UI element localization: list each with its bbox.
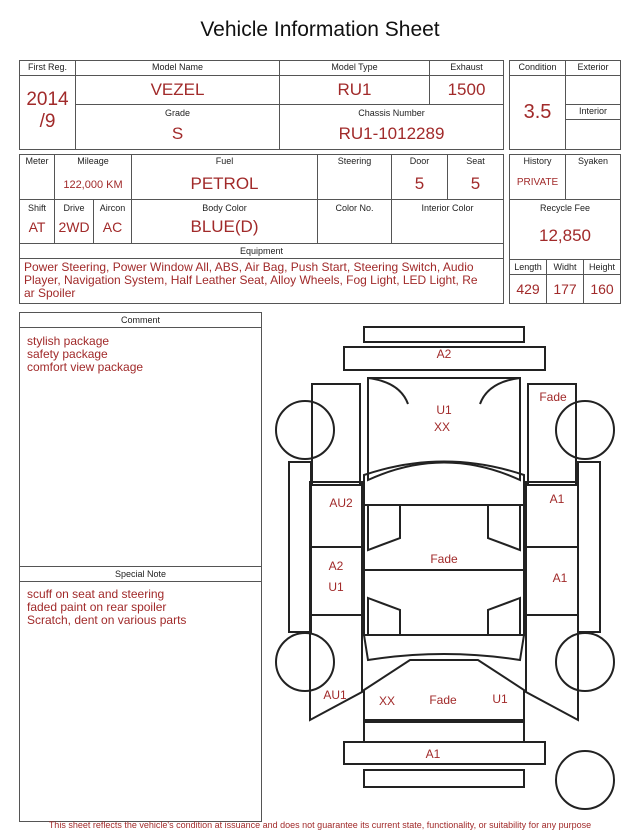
mark-front-bumper: A2 bbox=[436, 347, 452, 361]
mark-left-rear-door-1: A2 bbox=[328, 559, 344, 573]
height-value: 160 bbox=[590, 281, 614, 297]
comment-label: Comment bbox=[20, 313, 261, 328]
grade-value: S bbox=[171, 124, 184, 143]
drive-value: 2WD bbox=[58, 219, 90, 235]
interior-color-label: Interior Color bbox=[421, 203, 474, 213]
special-note-line: scuff on seat and steering bbox=[27, 587, 165, 601]
special-note-label: Special Note bbox=[20, 566, 261, 582]
seat-value: 5 bbox=[470, 174, 481, 193]
color-no-label: Color No. bbox=[335, 203, 374, 213]
shift-label: Shift bbox=[27, 203, 46, 213]
grade-label: Grade bbox=[164, 108, 190, 118]
chassis-value: RU1-1012289 bbox=[338, 124, 445, 143]
special-note-line: faded paint on rear spoiler bbox=[27, 600, 167, 614]
mileage-label: Mileage bbox=[77, 156, 109, 166]
condition-value: 3.5 bbox=[523, 101, 552, 123]
meter-label: Meter bbox=[25, 156, 49, 166]
mark-hood-1: U1 bbox=[436, 403, 452, 417]
mark-rear-center: Fade bbox=[429, 693, 457, 707]
history-label: History bbox=[523, 156, 552, 166]
door-value: 5 bbox=[414, 174, 425, 193]
door-label: Door bbox=[409, 156, 430, 166]
steering-label: Steering bbox=[337, 156, 372, 166]
exterior-label: Exterior bbox=[566, 61, 620, 76]
mark-rear-bumper: A1 bbox=[425, 747, 441, 761]
syaken-label: Syaken bbox=[577, 156, 609, 166]
first-reg-label: First Reg. bbox=[20, 61, 75, 76]
equipment-line: Player, Navigation System, Half Leather Seat, Alloy Wheels, Fog Light, LED Light, Re bbox=[24, 273, 478, 287]
fuel-value: PETROL bbox=[190, 174, 259, 193]
exhaust-value: 1500 bbox=[447, 80, 486, 99]
drive-label: Drive bbox=[63, 203, 85, 213]
interior-label: Interior bbox=[566, 105, 620, 120]
model-name-label: Model Name bbox=[76, 61, 279, 76]
comment-line: safety package bbox=[27, 347, 108, 361]
aircon-value: AC bbox=[102, 219, 123, 235]
mark-front-right-fender: Fade bbox=[539, 390, 567, 404]
mark-rear-right: U1 bbox=[492, 692, 508, 706]
length-value: 429 bbox=[516, 281, 540, 297]
equipment-line: ar Spoiler bbox=[24, 286, 76, 300]
special-note-line: Scratch, dent on various parts bbox=[27, 613, 187, 627]
width-label: Widht bbox=[547, 261, 583, 275]
fuel-label: Fuel bbox=[215, 156, 234, 166]
recycle-fee-value: 12,850 bbox=[539, 226, 591, 245]
height-label: Height bbox=[584, 261, 620, 275]
equipment-label: Equipment bbox=[239, 246, 284, 256]
shift-value: AT bbox=[28, 219, 46, 235]
body-color-value: BLUE(D) bbox=[190, 217, 259, 236]
mark-hood-2: XX bbox=[433, 420, 451, 434]
mileage-value: 122,000 KM bbox=[63, 179, 123, 191]
mark-roof: Fade bbox=[430, 552, 458, 566]
first-reg-year: 2014 bbox=[26, 89, 69, 110]
model-type-value: RU1 bbox=[337, 80, 372, 99]
comment-line: comfort view package bbox=[27, 360, 144, 374]
mark-right-rear-door: A1 bbox=[552, 571, 568, 585]
recycle-fee-label: Recycle Fee bbox=[539, 203, 591, 213]
mark-right-front-door: A1 bbox=[549, 492, 565, 506]
mark-left-quarter: AU1 bbox=[323, 688, 347, 702]
exhaust-label: Exhaust bbox=[430, 61, 503, 76]
disclaimer-footer: This sheet reflects the vehicle's condition at issuance and does not guarantee its current state, functionality, or suitability for any purpose bbox=[48, 820, 592, 830]
body-color-label: Body Color bbox=[202, 203, 247, 213]
mark-left-front-door: AU2 bbox=[329, 496, 353, 510]
seat-label: Seat bbox=[466, 156, 485, 166]
equipment-line: Power Steering, Power Window All, ABS, Air Bag, Push Start, Steering Switch, Audio bbox=[24, 260, 474, 274]
model-name-value: VEZEL bbox=[150, 80, 205, 99]
model-type-label: Model Type bbox=[280, 61, 429, 76]
mark-rear-left: XX bbox=[378, 694, 396, 708]
width-value: 177 bbox=[553, 281, 577, 297]
page-title: Vehicle Information Sheet bbox=[200, 18, 440, 41]
chassis-label: Chassis Number bbox=[358, 108, 425, 118]
mark-left-rear-door-2: U1 bbox=[328, 580, 344, 594]
aircon-label: Aircon bbox=[99, 203, 126, 213]
comment-line: stylish package bbox=[27, 334, 110, 348]
history-value: PRIVATE bbox=[516, 177, 559, 188]
length-label: Length bbox=[510, 261, 546, 275]
condition-label: Condition bbox=[510, 61, 565, 76]
first-reg-month: /9 bbox=[39, 111, 56, 132]
